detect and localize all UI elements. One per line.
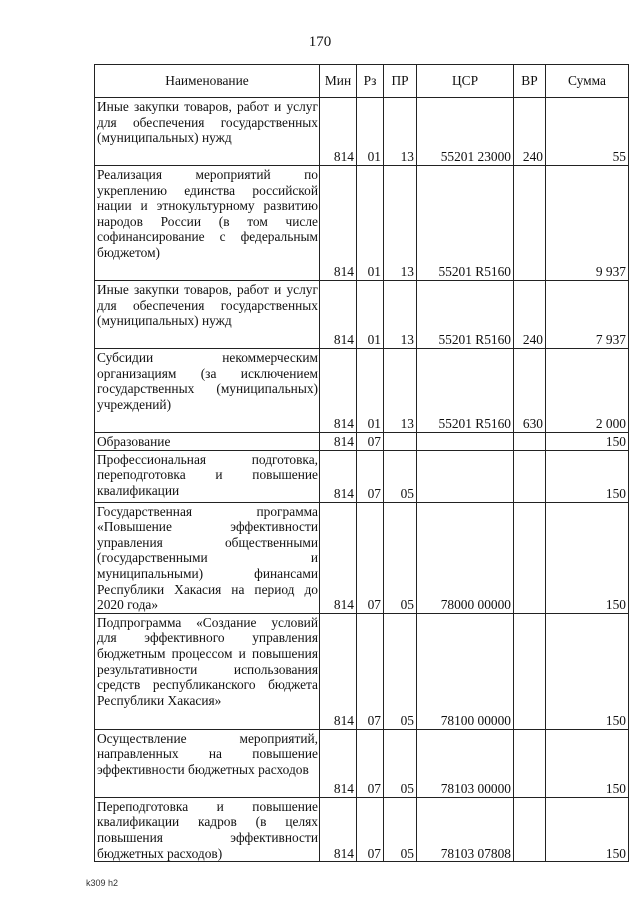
table-row — [95, 502, 629, 613]
cell-csr — [417, 433, 514, 451]
cell-sum: 150 — [546, 613, 629, 729]
cell-pr: 13 — [384, 166, 417, 281]
table-row — [95, 281, 629, 349]
cell-pr — [384, 433, 417, 451]
cell-csr: 55201 R5160 — [417, 166, 514, 281]
header-csr: ЦСР — [417, 65, 514, 98]
cell-pr: 05 — [384, 729, 417, 797]
cell-csr: 55201 R5160 — [417, 281, 514, 349]
cell-pr: 13 — [384, 98, 417, 166]
header-rz: Рз — [357, 65, 384, 98]
cell-name: Осуществление мероприятий, направленных на повышение эффективности бюджетных расходов — [95, 729, 320, 797]
cell-pr: 05 — [384, 797, 417, 861]
cell-rz: 07 — [357, 729, 384, 797]
cell-min: 814 — [320, 433, 357, 451]
cell-vr — [514, 433, 546, 451]
cell-sum: 150 — [546, 502, 629, 613]
footer-code: k309 h2 — [86, 878, 119, 888]
cell-name: Реализация мероприятий по укреплению единства российской нации и этнокультурному развитию народов России (в том числе софинансирование с федеральным бюджетом) — [95, 166, 320, 281]
cell-rz: 01 — [357, 98, 384, 166]
cell-name: Переподготовка и повышение квалификации кадров (в целях повышения эффективности бюджетных расходов) — [95, 797, 320, 861]
budget-table — [94, 64, 629, 862]
cell-vr: 240 — [514, 281, 546, 349]
page-number: 170 — [308, 34, 332, 50]
cell-rz: 07 — [357, 502, 384, 613]
table-row — [95, 613, 629, 729]
header-vr: ВР — [514, 65, 546, 98]
cell-name: Иные закупки товаров, работ и услуг для обеспечения государственных (муниципальных) нужд — [95, 98, 320, 166]
cell-min: 814 — [320, 613, 357, 729]
cell-min: 814 — [320, 450, 357, 502]
cell-csr: 55201 23000 — [417, 98, 514, 166]
cell-sum: 150 — [546, 433, 629, 451]
cell-vr — [514, 166, 546, 281]
cell-sum: 150 — [546, 729, 629, 797]
cell-csr: 55201 R5160 — [417, 349, 514, 433]
cell-vr: 630 — [514, 349, 546, 433]
header-sum: Сумма — [546, 65, 629, 98]
cell-vr — [514, 502, 546, 613]
cell-vr: 240 — [514, 98, 546, 166]
table-row — [95, 797, 629, 861]
table-row — [95, 450, 629, 502]
cell-csr: 78103 07808 — [417, 797, 514, 861]
cell-pr: 05 — [384, 613, 417, 729]
table-row — [95, 166, 629, 281]
cell-sum: 150 — [546, 797, 629, 861]
cell-name: Государственная программа «Повышение эффективности управления общественными (государственными и муниципальными) финансами Республики Хакасия на период до 2020 года» — [95, 502, 320, 613]
cell-vr — [514, 450, 546, 502]
cell-csr: 78100 00000 — [417, 613, 514, 729]
cell-min: 814 — [320, 98, 357, 166]
cell-csr — [417, 450, 514, 502]
cell-name: Подпрограмма «Создание условий для эффективного управления бюджетным процессом и повышения результативности использования средств республиканского бюджета Республики Хакасия» — [95, 613, 320, 729]
cell-name: Иные закупки товаров, работ и услуг для обеспечения государственных (муниципальных) нужд — [95, 281, 320, 349]
cell-sum: 150 — [546, 450, 629, 502]
cell-name: Субсидии некоммерческим организациям (за исключением государственных (муниципальных) учреждений) — [95, 349, 320, 433]
table-row — [95, 349, 629, 433]
cell-rz: 07 — [357, 797, 384, 861]
cell-min: 814 — [320, 797, 357, 861]
cell-sum: 55 — [546, 98, 629, 166]
cell-sum: 7 937 — [546, 281, 629, 349]
header-pr: ПР — [384, 65, 417, 98]
cell-vr — [514, 613, 546, 729]
cell-pr: 05 — [384, 502, 417, 613]
cell-name: Профессиональная подготовка, переподготовка и повышение квалификации — [95, 450, 320, 502]
cell-rz: 07 — [357, 450, 384, 502]
cell-rz: 07 — [357, 613, 384, 729]
cell-rz: 01 — [357, 349, 384, 433]
cell-sum: 9 937 — [546, 166, 629, 281]
cell-sum: 2 000 — [546, 349, 629, 433]
cell-rz: 01 — [357, 166, 384, 281]
table-row — [95, 98, 629, 166]
cell-name: Образование — [95, 433, 320, 451]
table-row — [95, 433, 629, 451]
cell-pr: 13 — [384, 349, 417, 433]
cell-min: 814 — [320, 349, 357, 433]
table-header-row — [95, 65, 629, 98]
cell-min: 814 — [320, 502, 357, 613]
header-name: Наименование — [95, 65, 320, 98]
header-min: Мин — [320, 65, 357, 98]
cell-vr — [514, 729, 546, 797]
cell-pr: 13 — [384, 281, 417, 349]
cell-csr: 78103 00000 — [417, 729, 514, 797]
table-row — [95, 729, 629, 797]
cell-min: 814 — [320, 729, 357, 797]
cell-rz: 01 — [357, 281, 384, 349]
cell-pr: 05 — [384, 450, 417, 502]
cell-rz: 07 — [357, 433, 384, 451]
cell-min: 814 — [320, 281, 357, 349]
cell-csr: 78000 00000 — [417, 502, 514, 613]
cell-min: 814 — [320, 166, 357, 281]
cell-vr — [514, 797, 546, 861]
